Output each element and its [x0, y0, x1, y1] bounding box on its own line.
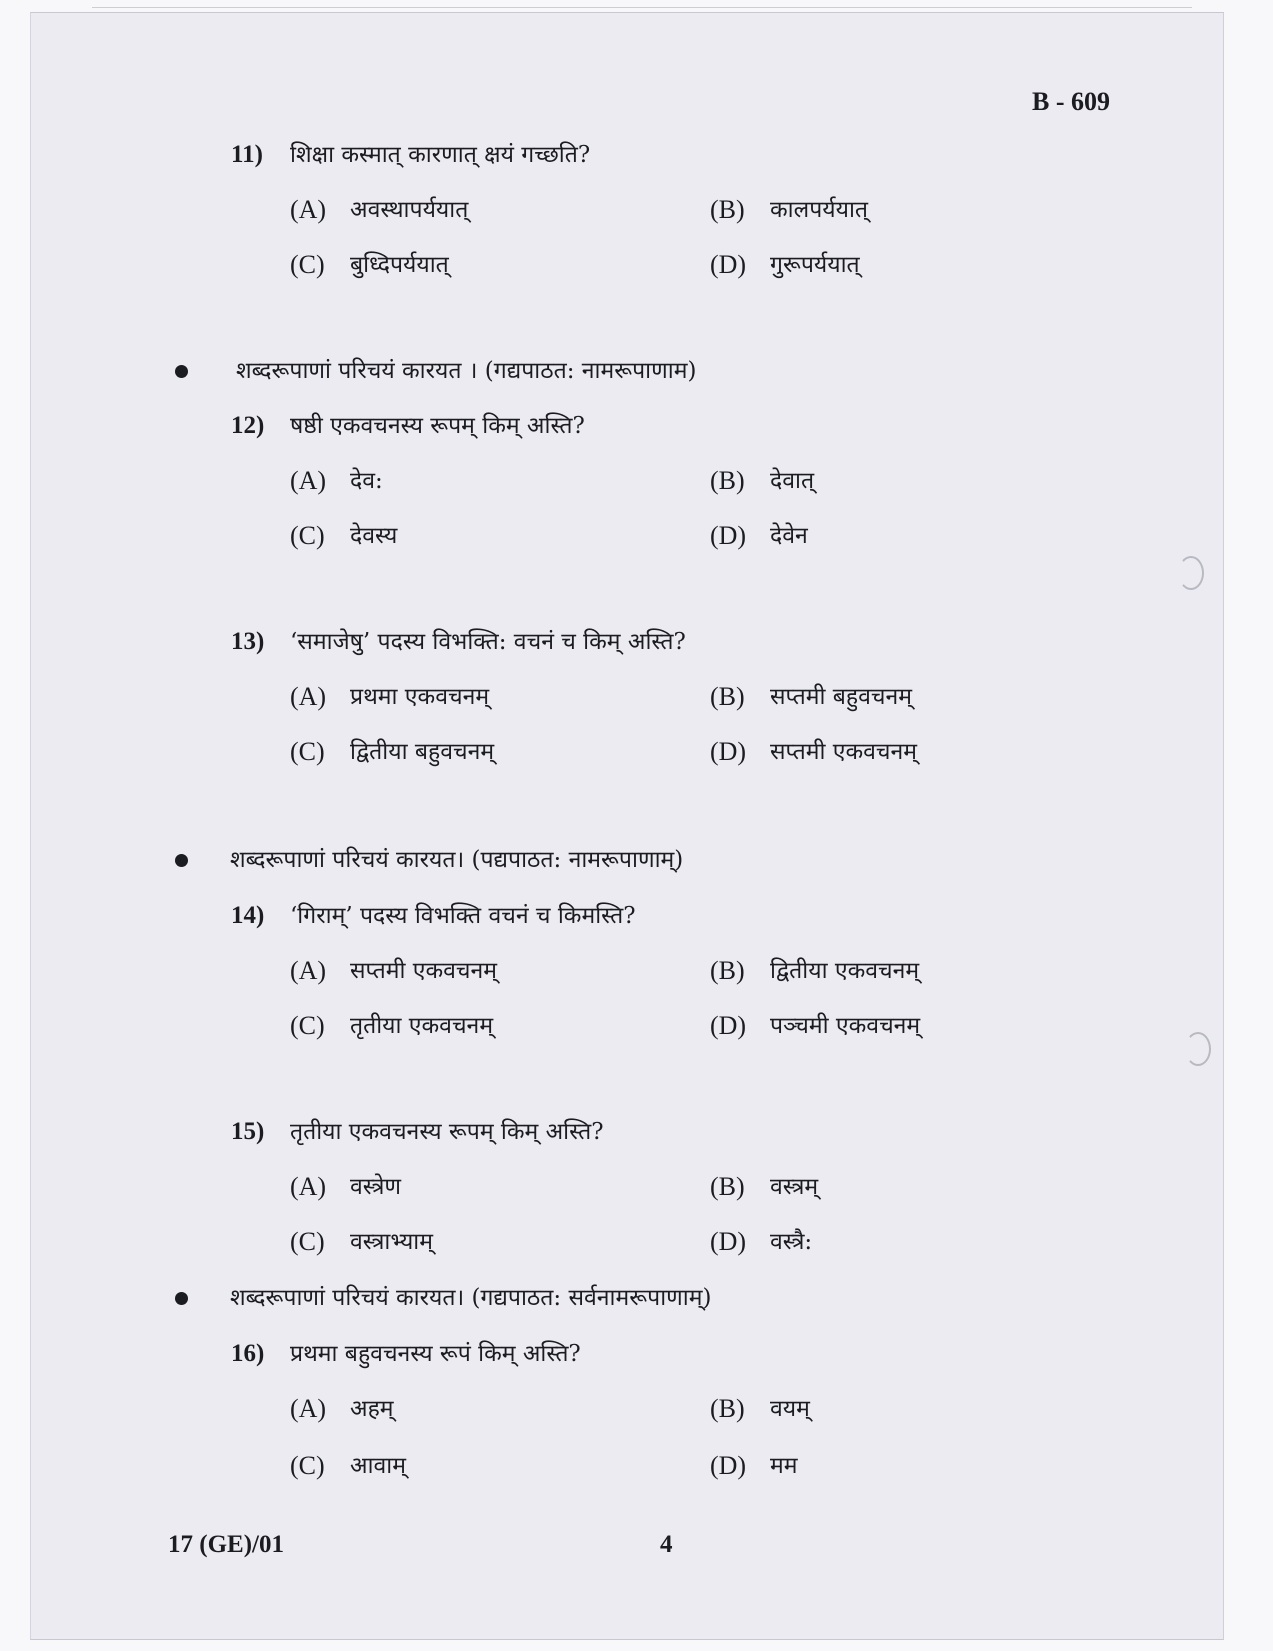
option-d: [710, 1451, 1090, 1481]
bullet-icon: [175, 365, 188, 378]
option-text: वस्त्राभ्याम्: [350, 1229, 434, 1255]
option-text: वस्त्रम्: [770, 1174, 819, 1200]
option-c: [290, 737, 670, 767]
option-b: [710, 466, 1090, 496]
question-12: [0, 411, 1273, 553]
footer-code: 17 (GE)/01: [168, 1531, 284, 1558]
option-c: [290, 1011, 670, 1041]
option-label: (D): [710, 521, 747, 550]
question-number: 16): [231, 1340, 265, 1367]
option-label: (B): [710, 1172, 745, 1201]
question-number: 11): [231, 141, 263, 168]
option-label: (D): [710, 1227, 747, 1256]
option-text: देव:: [350, 468, 383, 494]
option-label: (A): [290, 466, 327, 495]
option-text: सप्तमी बहुवचनम्: [770, 684, 913, 710]
option-text: सप्तमी एकवचनम्: [350, 958, 498, 984]
option-label: (C): [290, 737, 325, 766]
option-a: [290, 1394, 670, 1424]
option-text: देवात्: [770, 468, 815, 494]
option-d: [710, 1227, 1090, 1257]
section-instruction: [0, 1283, 1273, 1315]
option-a: [290, 195, 670, 225]
paper-top-edge: [92, 7, 1192, 8]
question-14: [0, 901, 1273, 1043]
question-text: ‘समाजेषु’ पदस्य विभक्ति: वचनं च किम् अस्ति?: [290, 629, 686, 655]
option-label: (A): [290, 956, 327, 985]
option-c: [290, 1451, 670, 1481]
question-number: 13): [231, 628, 265, 655]
option-text: देवस्य: [350, 523, 398, 549]
section-instruction: [0, 356, 1273, 388]
option-text: मम: [770, 1453, 798, 1479]
option-a: [290, 682, 670, 712]
question-number: 14): [231, 902, 265, 929]
option-c: [290, 521, 670, 551]
option-text: वयम्: [770, 1396, 810, 1422]
option-label: (C): [290, 1451, 325, 1480]
option-label: (A): [290, 1172, 327, 1201]
option-d: [710, 521, 1090, 551]
option-text: प्रथमा एकवचनम्: [350, 684, 490, 710]
option-text: गुरूपर्ययात्: [770, 252, 860, 278]
bullet-icon: [175, 1292, 188, 1305]
instruction-text: शब्दरूपाणां परिचयं कारयत। (पद्यपाठत: नामरूपाणाम्): [230, 847, 684, 873]
option-text: बुध्दिपर्ययात्: [350, 252, 449, 278]
option-text: द्वितीया एकवचनम्: [770, 958, 920, 984]
option-label: (A): [290, 1394, 327, 1423]
option-label: (B): [710, 1394, 745, 1423]
option-text: सप्तमी एकवचनम्: [770, 739, 918, 765]
option-a: [290, 466, 670, 496]
option-text: द्वितीया बहुवचनम्: [350, 739, 495, 765]
option-text: तृतीया एकवचनम्: [350, 1013, 494, 1039]
instruction-text: शब्दरूपाणां परिचयं कारयत । (गद्यपाठत: नामरूपाणाम): [236, 358, 697, 384]
option-d: [710, 1011, 1090, 1041]
option-b: [710, 1172, 1090, 1202]
question-text: प्रथमा बहुवचनस्य रूपं किम् अस्ति?: [290, 1341, 581, 1367]
option-label: (D): [710, 1011, 747, 1040]
question-text: ‘गिराम्’ पदस्य विभक्ति वचनं च किमस्ति?: [290, 903, 636, 929]
section-instruction: [0, 845, 1273, 877]
option-label: (B): [710, 195, 745, 224]
option-label: (B): [710, 466, 745, 495]
option-b: [710, 1394, 1090, 1424]
option-d: [710, 250, 1090, 280]
option-label: (C): [290, 521, 325, 550]
option-text: देवेन: [770, 523, 808, 549]
question-number: 12): [231, 412, 265, 439]
option-text: अवस्थापर्ययात्: [350, 197, 469, 223]
option-label: (D): [710, 737, 747, 766]
option-text: वस्त्रै:: [770, 1229, 813, 1255]
option-label: (B): [710, 682, 745, 711]
option-label: (D): [710, 1451, 747, 1480]
option-text: पञ्चमी एकवचनम्: [770, 1013, 921, 1039]
option-a: [290, 956, 670, 986]
option-label: (D): [710, 250, 747, 279]
option-text: वस्त्रेण: [350, 1174, 402, 1200]
option-text: अहम्: [350, 1396, 394, 1422]
option-c: [290, 250, 670, 280]
option-label: (C): [290, 1227, 325, 1256]
option-b: [710, 682, 1090, 712]
question-13: [0, 627, 1273, 769]
question-11: [0, 140, 1273, 282]
question-number: 15): [231, 1118, 265, 1145]
question-text: शिक्षा कस्मात् कारणात् क्षयं गच्छति?: [290, 142, 591, 168]
option-text: आवाम्: [350, 1453, 407, 1479]
paper-code: B - 609: [1032, 87, 1110, 116]
page-number: 4: [660, 1531, 673, 1558]
option-b: [710, 195, 1090, 225]
option-label: (C): [290, 1011, 325, 1040]
instruction-text: शब्दरूपाणां परिचयं कारयत। (गद्यपाठत: सर्वनामरूपाणाम्): [230, 1285, 712, 1311]
option-label: (C): [290, 250, 325, 279]
scan-ring-mark: [1178, 556, 1204, 590]
option-a: [290, 1172, 670, 1202]
bullet-icon: [175, 854, 188, 867]
question-16: [0, 1339, 1273, 1481]
option-text: कालपर्ययात्: [770, 197, 869, 223]
option-c: [290, 1227, 670, 1257]
option-b: [710, 956, 1090, 986]
option-label: (A): [290, 195, 327, 224]
option-label: (A): [290, 682, 327, 711]
question-text: तृतीया एकवचनस्य रूपम् किम् अस्ति?: [290, 1119, 604, 1145]
question-15: [0, 1117, 1273, 1259]
option-label: (B): [710, 956, 745, 985]
question-text: षष्ठी एकवचनस्य रूपम् किम् अस्ति?: [290, 413, 585, 439]
option-d: [710, 737, 1090, 767]
